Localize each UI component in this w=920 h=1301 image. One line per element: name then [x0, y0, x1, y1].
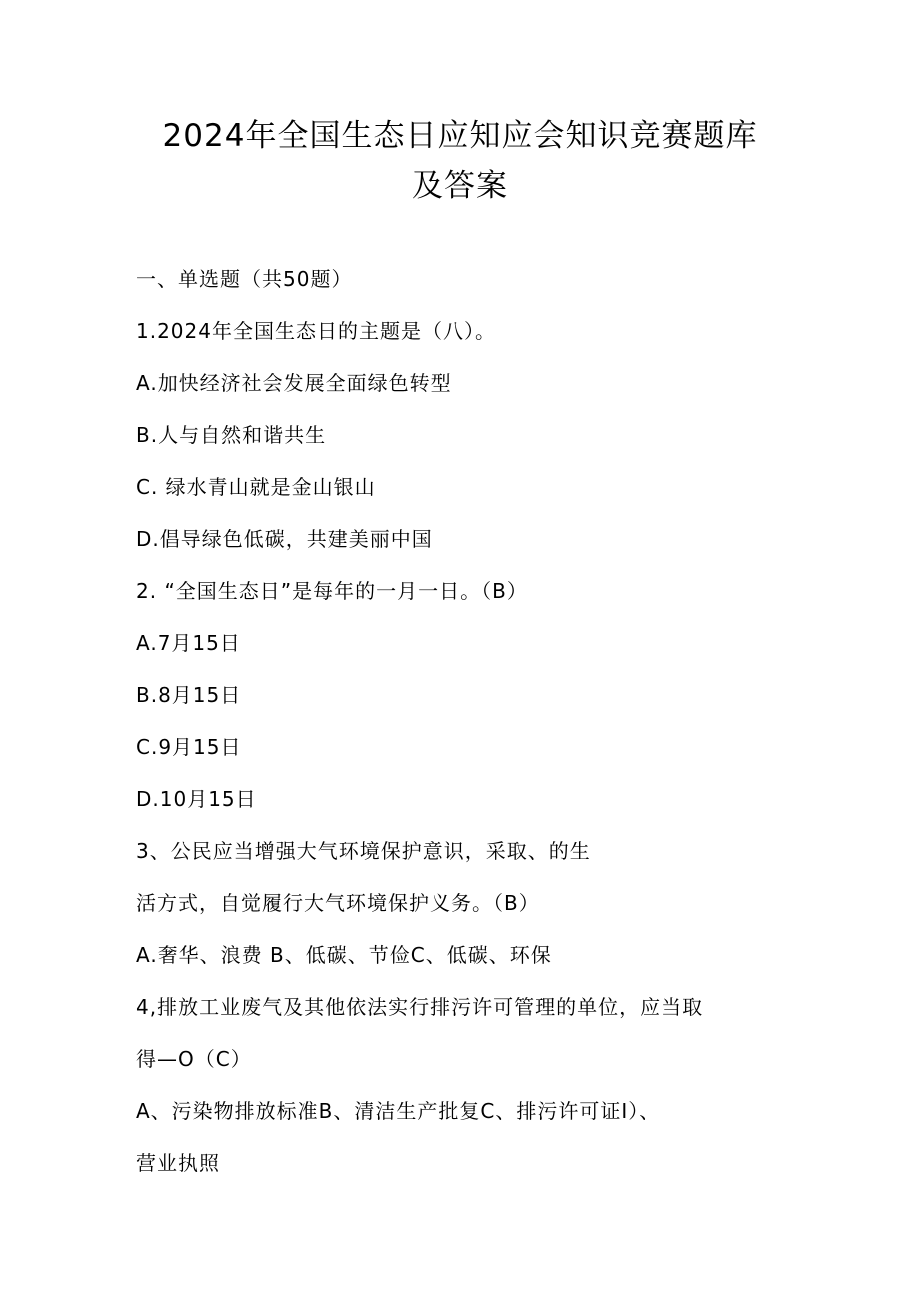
question-1-option-a: A.加快经济社会发展全面绿色转型: [136, 371, 452, 395]
question-4-options: A、污染物排放标准B、清洁生产批复C、排污许可证I）、: [136, 1099, 661, 1123]
question-2: 2. “全国生态日”是每年的一月一日。（B）: [136, 579, 528, 603]
question-2-option-d: D.10月15日: [136, 787, 257, 811]
document-title-line-2: 及答案: [412, 168, 508, 204]
question-2-option-a: A.7月15日: [136, 631, 241, 655]
document-title-line-1: 2024年全国生态日应知应会知识竞赛题库: [162, 118, 758, 154]
question-2-option-c: C.9月15日: [136, 735, 242, 759]
question-3-line-1: 3、公民应当增强大气环境保护意识，采取、的生: [136, 839, 591, 863]
question-4-line-2: 得—O（C）: [136, 1047, 252, 1071]
question-1-option-c: C. 绿水青山就是金山银山: [136, 475, 376, 499]
question-3-line-2: 活方式，自觉履行大气环境保护义务。（B）: [136, 891, 540, 915]
question-1: 1.2024年全国生态日的主题是（八）。: [136, 319, 496, 343]
section-heading: 一、单选题（共50题）: [136, 267, 353, 291]
question-4-option-d: 营业执照: [136, 1151, 220, 1175]
question-2-option-b: B.8月15日: [136, 683, 242, 707]
question-1-option-b: B.人与自然和谐共生: [136, 423, 327, 447]
question-3-options: A.奢华、浪费 B、低碳、节俭C、低碳、环保: [136, 943, 552, 967]
question-1-option-d: D.倡导绿色低碳，共建美丽中国: [136, 527, 433, 551]
question-4-line-1: 4,排放工业废气及其他依法实行排污许可管理的单位，应当取: [136, 995, 704, 1019]
